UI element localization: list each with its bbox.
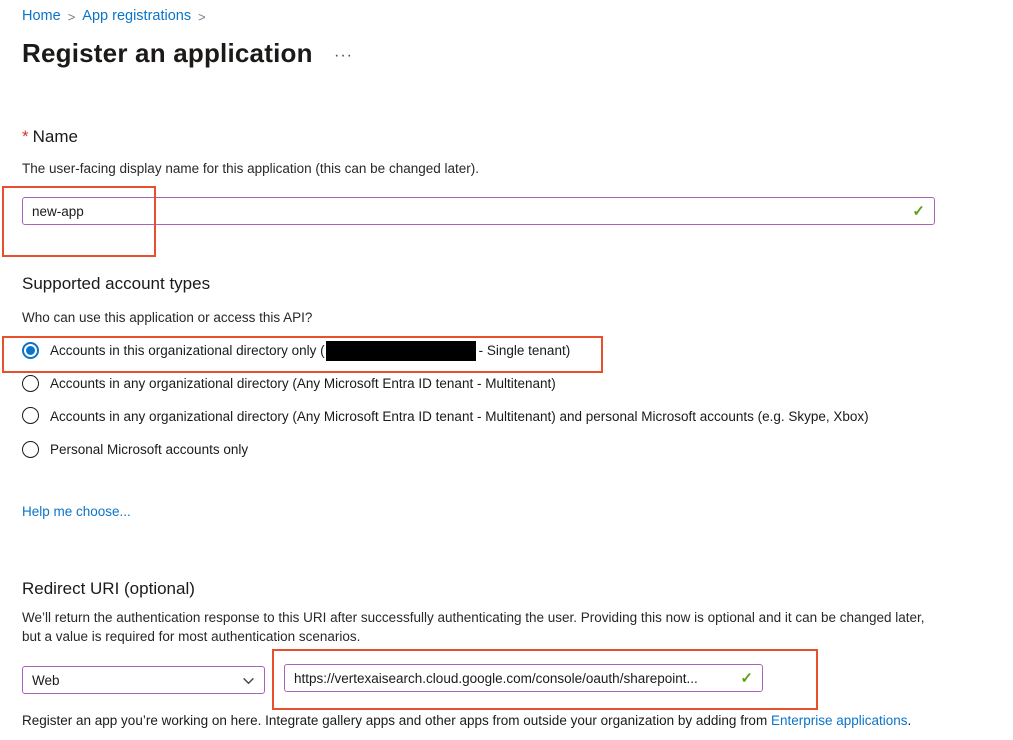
radio-option-label: Accounts in any organizational directory (Any Microsoft Entra ID tenant - Multitenant) [50,376,556,391]
radio-option-multitenant[interactable] [22,374,869,394]
redirect-uri-description: We’ll return the authentication response to this URI after successfully authenticating the user. Providing this now is optional and it can be changed later, but a value is required for most authentication scenarios. [22,610,925,644]
radio-option-multitenant-personal[interactable] [22,406,869,427]
redirect-uri-input[interactable] [284,664,763,692]
breadcrumb [22,8,206,24]
account-types-question: Who can use this application or access this API? [22,310,313,325]
chevron-down-icon [242,674,255,687]
platform-select-value: Web [32,672,60,688]
required-asterisk: * [22,127,29,146]
supported-account-types-heading: Supported account types [22,274,211,293]
radio-option-label: Accounts in any organizational directory (Any Microsoft Entra ID tenant - Multitenant) and personal Microsoft accounts (e.g. Skype, Xbox) [50,409,869,424]
platform-select[interactable] [22,666,265,694]
name-input[interactable] [22,197,935,225]
valid-check-icon: ✓ [740,670,753,687]
account-type-radio-group [22,341,869,460]
breadcrumb-separator-icon: > [198,9,206,24]
valid-check-icon: ✓ [912,203,925,220]
radio-unselected-icon[interactable] [22,407,39,424]
radio-unselected-icon[interactable] [22,441,39,458]
help-me-choose-link[interactable]: Help me choose... [22,504,131,519]
redacted-tenant-name [326,341,476,361]
radio-unselected-icon[interactable] [22,375,39,392]
more-menu-icon[interactable]: ··· [334,47,353,64]
radio-option-label: Personal Microsoft accounts only [50,442,249,457]
name-label: * Name [22,127,78,146]
breadcrumb-home-link[interactable]: Home [22,8,61,24]
radio-option-single-tenant[interactable] [22,341,869,361]
name-input-field[interactable] [32,204,906,219]
breadcrumb-app-registrations-link[interactable]: App registrations [82,8,192,24]
radio-option-personal-only[interactable] [22,440,869,460]
enterprise-applications-link[interactable]: Enterprise applications [770,713,908,728]
breadcrumb-separator-icon: > [67,9,76,24]
radio-option-label: Accounts in this organizational directory only ( - Single tenant) [50,341,570,361]
name-description: The user-facing display name for this application (this can be changed later). [22,161,479,176]
redirect-uri-input-field[interactable] [294,671,734,686]
footer-note: Register an app you’re working on here. Integrate gallery apps and other apps from outside your organization by adding from Enterprise applications. [22,713,912,728]
page-title: Register an application [22,38,313,68]
radio-selected-icon[interactable] [22,342,39,359]
redirect-uri-heading: Redirect URI (optional) [22,579,195,598]
